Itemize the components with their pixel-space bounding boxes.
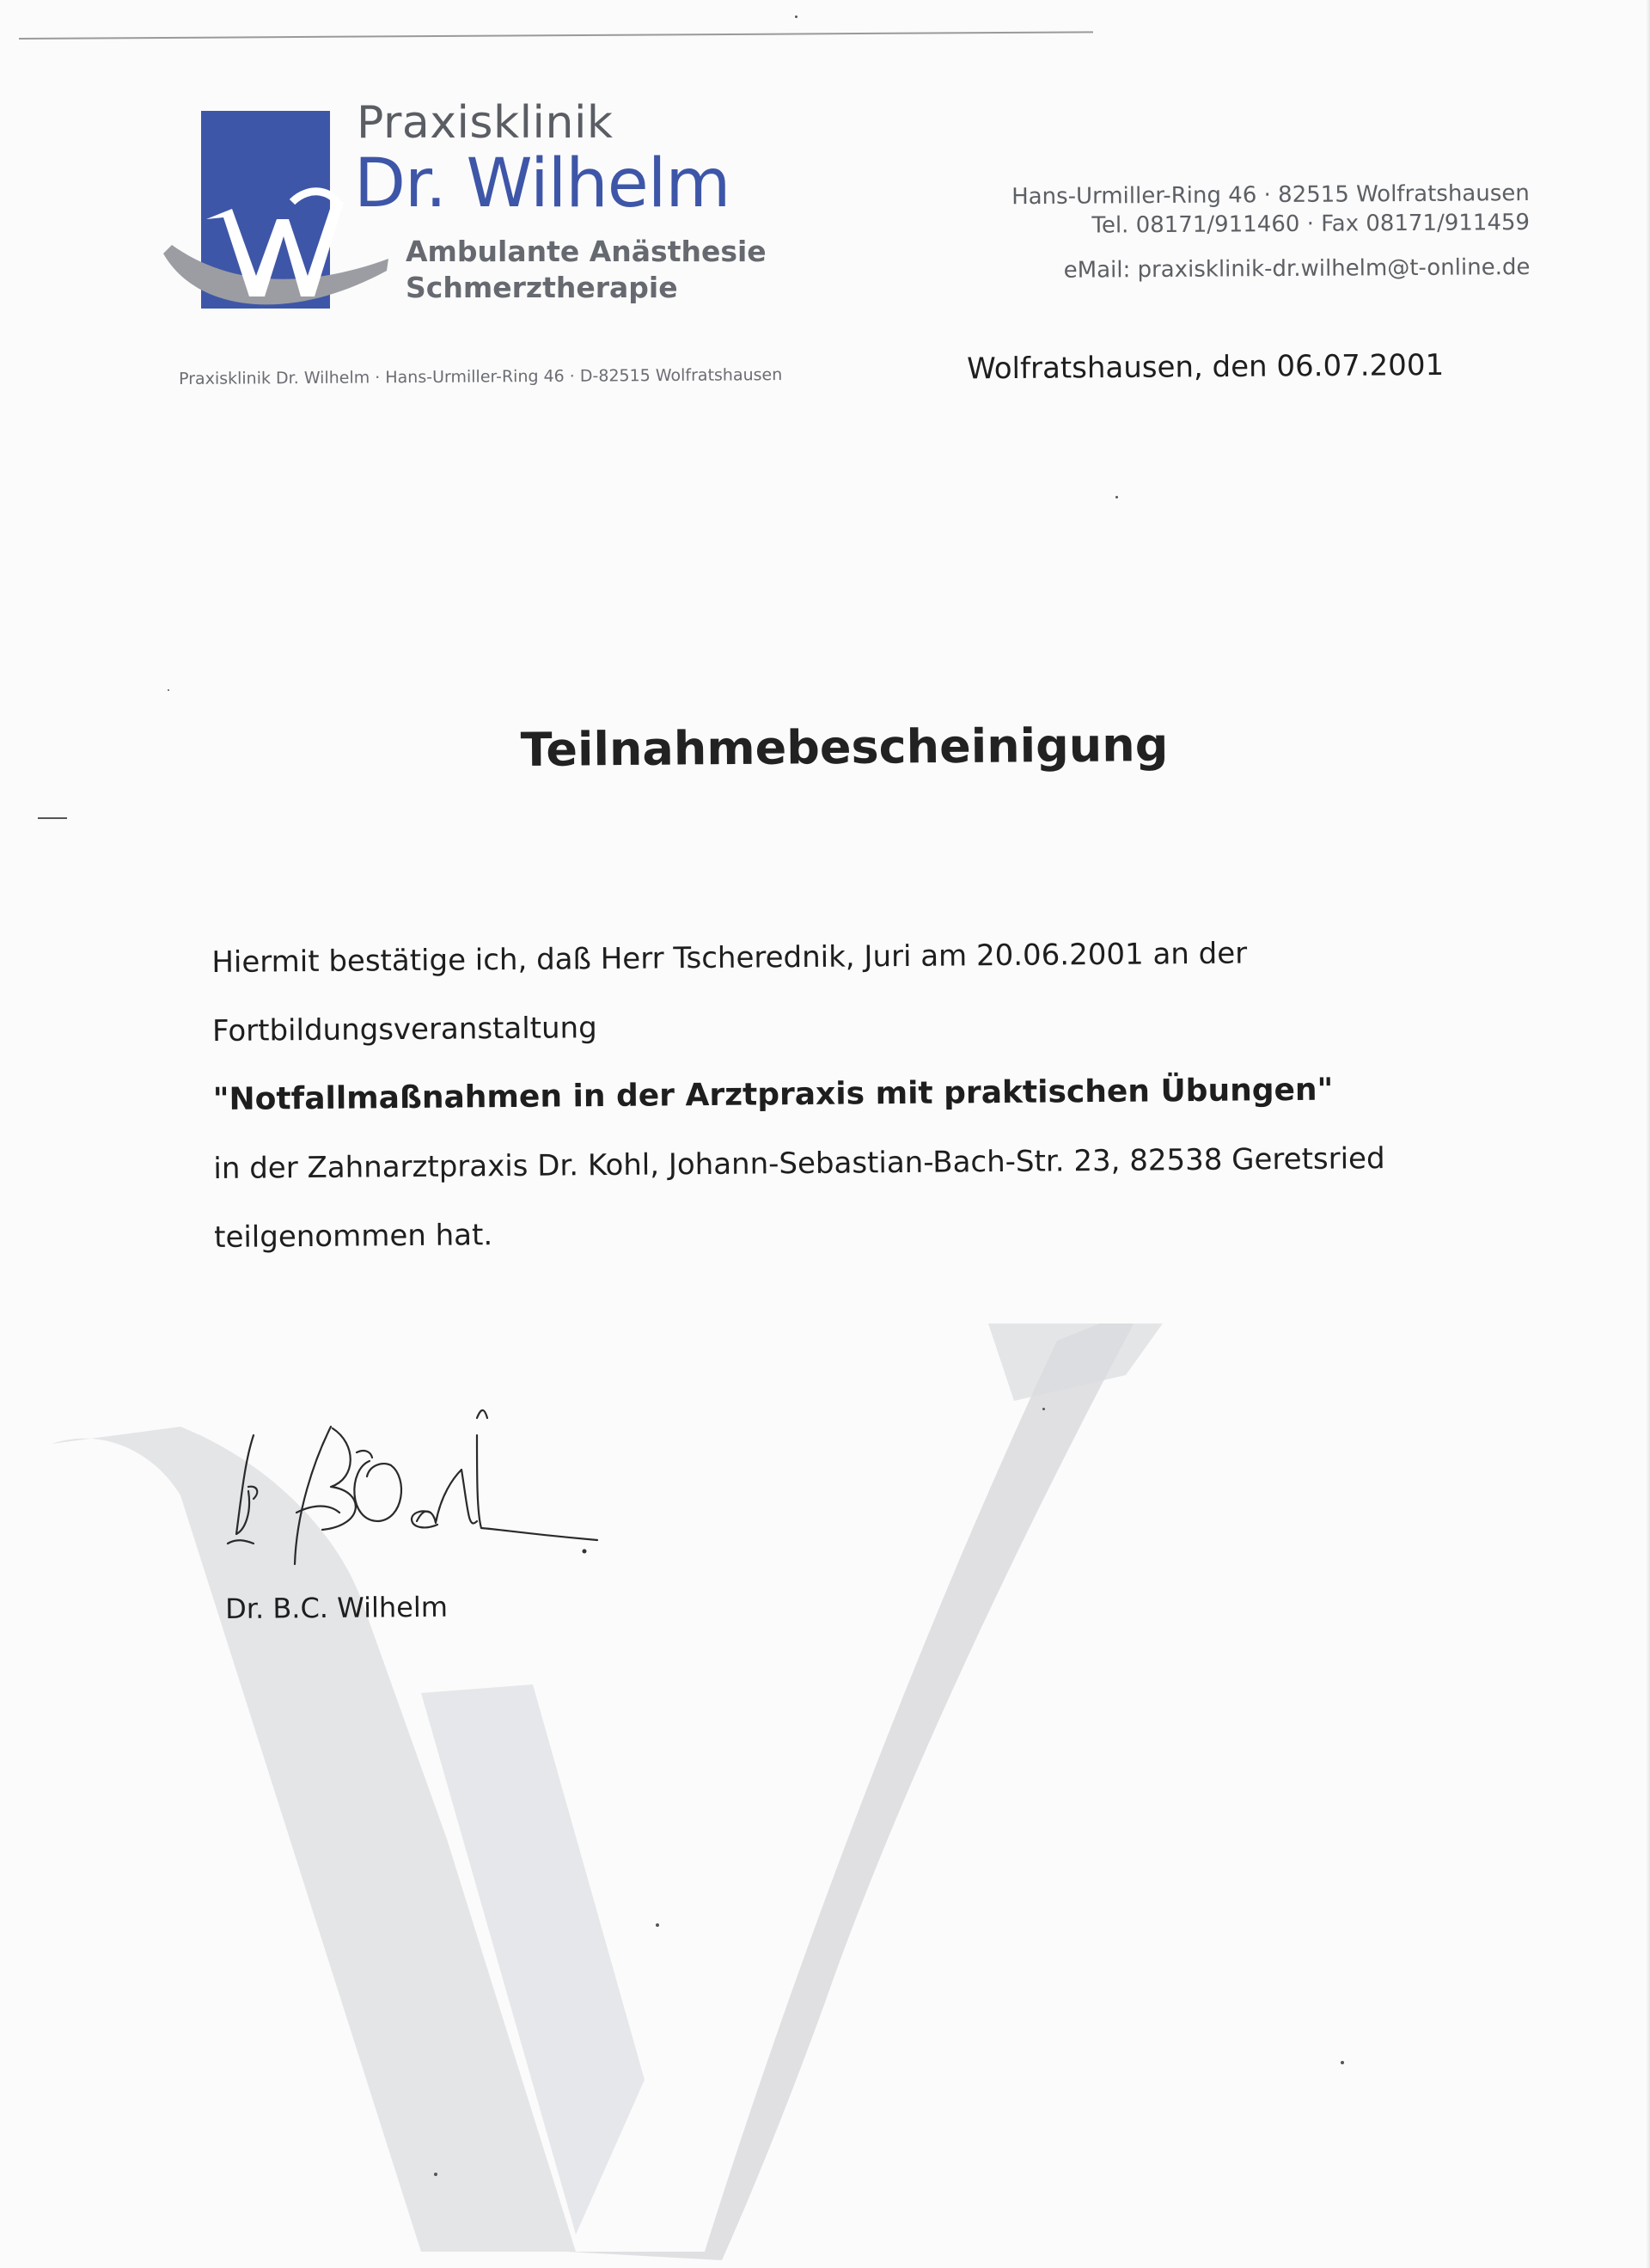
scan-speck bbox=[795, 15, 798, 18]
event-title: "Notfallmaßnahmen in der Arztpraxis mit praktischen Übungen" bbox=[212, 1072, 1334, 1117]
sender-return-address: Praxisklinik Dr. Wilhelm · Hans-Urmiller-Ring 46 · D-82515 Wolfratshausen bbox=[179, 365, 783, 388]
letter-date: Wolfratshausen, den 06.07.2001 bbox=[967, 348, 1445, 387]
scan-speck bbox=[656, 1923, 659, 1927]
clinic-phone-fax: Tel. 08171/911460 · Fax 08171/911459 bbox=[1091, 209, 1531, 239]
body-line-1: Hiermit bestätige ich, daß Herr Tscherednik, Juri am 20.06.2001 an der bbox=[211, 936, 1248, 980]
contact-block bbox=[1011, 179, 1531, 285]
scan-speck bbox=[1341, 2061, 1344, 2064]
logo-title-dr-wilhelm: Dr. Wilhelm bbox=[354, 145, 730, 223]
fold-mark bbox=[38, 817, 67, 819]
logo-subtitle-anaesthesie: Ambulante Anästhesie bbox=[406, 235, 767, 268]
document-title: Teilnahmebescheinigung bbox=[520, 718, 1169, 777]
scan-edge-shadow bbox=[1645, 0, 1650, 2268]
signer-name: Dr. B.C. Wilhelm bbox=[225, 1590, 449, 1625]
clinic-logo bbox=[163, 97, 767, 322]
logo-title-praxisklinik: Praxisklinik bbox=[357, 97, 614, 149]
scan-edge-line bbox=[19, 31, 1093, 40]
body-line-4: in der Zahnarztpraxis Dr. Kohl, Johann-Sebastian-Bach-Str. 23, 82538 Geretsried bbox=[213, 1141, 1385, 1186]
scan-speck bbox=[168, 689, 169, 691]
body-line-5: teilgenommen hat. bbox=[213, 1218, 493, 1255]
logo-subtitle-schmerztherapie: Schmerztherapie bbox=[406, 271, 678, 304]
clinic-email: eMail: praxisklinik-dr.wilhelm@t-online.de bbox=[1063, 254, 1531, 284]
scan-speck bbox=[1115, 496, 1118, 498]
handwritten-signature bbox=[219, 1384, 623, 1573]
scan-speck bbox=[1042, 1408, 1045, 1410]
body-line-2: Fortbildungsveranstaltung bbox=[211, 1011, 597, 1048]
clinic-address: Hans-Urmiller-Ring 46 · 82515 Wolfratshausen bbox=[1011, 180, 1531, 211]
certificate-body bbox=[211, 917, 1503, 1272]
scan-speck bbox=[434, 2173, 437, 2176]
